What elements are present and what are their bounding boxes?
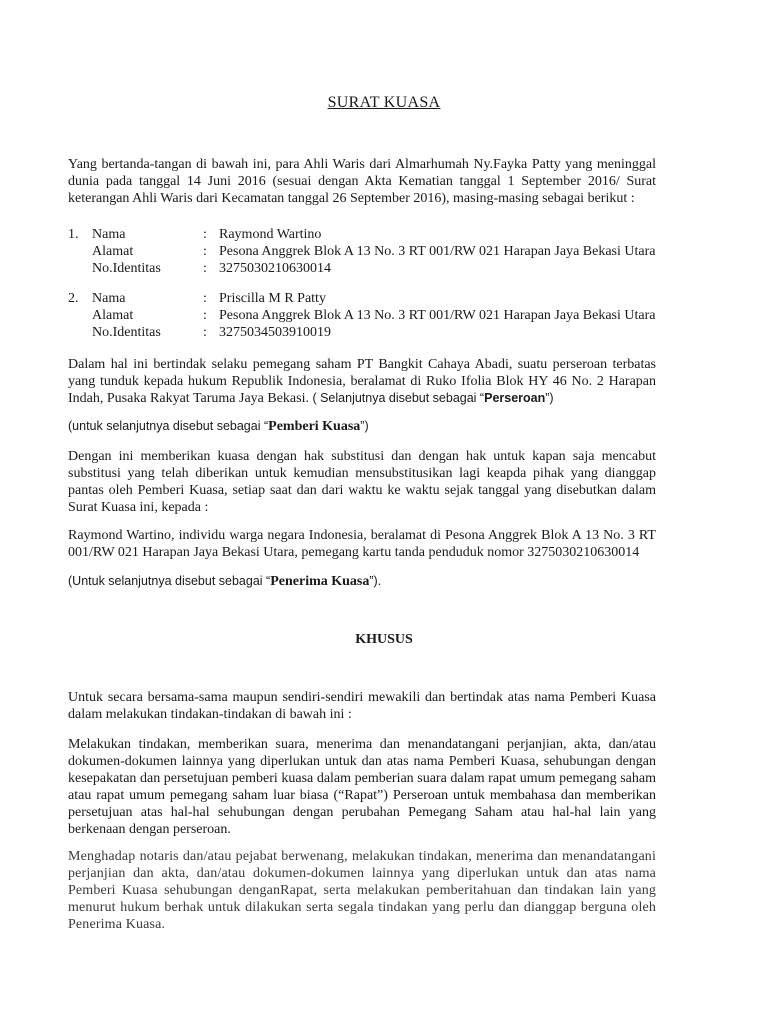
person-address-row xyxy=(68,243,668,260)
person-entry-1 xyxy=(68,226,668,277)
pemberi-kuasa-definition: (untuk selanjutnya disebut sebagai “Pemberi Kuasa”) xyxy=(68,419,369,434)
person-address: Pesona Anggrek Blok A 13 No. 3 RT 001/RW 021 Harapan Jaya Bekasi Utara xyxy=(219,308,656,323)
person-name: Raymond Wartino xyxy=(219,227,322,242)
person-name-row xyxy=(68,290,668,307)
perseroan-term: Perseroan xyxy=(484,391,546,405)
person-id-row xyxy=(68,260,668,277)
colon: : xyxy=(203,308,207,323)
id-label: No.Identitas xyxy=(92,325,161,340)
person-name-row xyxy=(68,226,668,243)
person-name: Priscilla M R Patty xyxy=(219,291,326,306)
person-number: 1. xyxy=(68,227,79,242)
colon: : xyxy=(203,291,207,306)
person-id: 3275034503910019 xyxy=(219,325,331,340)
id-label: No.Identitas xyxy=(92,261,161,276)
address-label: Alamat xyxy=(92,308,134,323)
colon: : xyxy=(203,261,207,276)
person-id: 3275030210630014 xyxy=(219,261,331,276)
capacity-paragraph xyxy=(68,356,656,407)
pemberi-kuasa-term: Pemberi Kuasa xyxy=(268,419,361,434)
person-address: Pesona Anggrek Blok A 13 No. 3 RT 001/RW 021 Harapan Jaya Bekasi Utara xyxy=(219,244,656,259)
penerima-kuasa-term: Penerima Kuasa xyxy=(270,574,370,589)
penerima-kuasa-definition: (Untuk selanjutnya disebut sebagai “Penerima Kuasa”). xyxy=(68,574,382,589)
intro-paragraph: Yang bertanda-tangan di bawah ini, para Ahli Waris dari Almarhumah Ny.Fayka Patty yang meninggal dunia pada tanggal 14 Juni 2016 (sesuai dengan Akta Kematian tanggal 1 September 2016/ Surat keterangan Ahli Waris dari Kecamatan tanggal 26 September 2016), masing-masing sebagai berikut : xyxy=(68,157,656,206)
clause-1-paragraph: Melakukan tindakan, memberikan suara, menerima dan menandatangani perjanjian, akta, dan/atau dokumen-dokumen lainnya yang diperlukan untuk dan atas nama Pemberi Kuasa, sehubungan dengan kesepakatan dan persetujuan pemberi kuasa dalam pemberian suara dalam rapat umum pemegang saham atau rapat umum pemegang saham luar biasa (“Rapat”) Perseroan untuk membahasa dan memberikan persetujuan atas hal-hal sehubungan dengan perubahan Pemegang Saham atau hal-hal lain yang berkenaan dengan perseroan. xyxy=(68,737,656,837)
person-entry-2 xyxy=(68,290,668,341)
person-address-row xyxy=(68,307,668,324)
name-label: Nama xyxy=(92,291,126,306)
capacity-text: Dalam hal ini bertindak selaku pemegang saham PT Bangkit Cahaya Abadi, suatu perseroan terbatas yang tunduk kepada hukum Republik Indonesia, beralamat di Ruko Ifolia Blok HY 46 No. 2 Harapan Indah, Pusaka Rakyat Taruma Jaya Bekasi. xyxy=(68,357,656,406)
person-id-row xyxy=(68,324,668,341)
substitution-paragraph: Dengan ini memberikan kuasa dengan hak substitusi dan dengan hak untuk kapan saja mencabut substitusi yang telah diberikan untuk kemudian mensubstitusikan lagi keapda pihak yang dianggap pantas oleh Pemberi Kuasa, setiap saat dan dari waktu ke waktu sejak tanggal yang disebutkan dalam Surat Kuasa ini, kepada : xyxy=(68,449,656,515)
name-label: Nama xyxy=(92,227,126,242)
recipient-paragraph: Raymond Wartino, individu warga negara Indonesia, beralamat di Pesona Anggrek Blok A 13 No. 3 RT 001/RW 021 Harapan Jaya Bekasi Utara, pemegang kartu tanda penduduk nomor 3275030210630014 xyxy=(68,528,656,560)
colon: : xyxy=(203,244,207,259)
colon: : xyxy=(203,227,207,242)
document-title xyxy=(0,94,768,111)
address-label: Alamat xyxy=(92,244,134,259)
capacity-note: ( Selanjutnya disebut sebagai “Perseroan”) xyxy=(308,391,554,405)
section-heading-khusus: KHUSUS xyxy=(355,632,413,647)
person-number: 2. xyxy=(68,291,79,306)
colon: : xyxy=(203,325,207,340)
title-text: SURAT KUASA xyxy=(327,94,441,111)
special-intro-paragraph: Untuk secara bersama-sama maupun sendiri-sendiri mewakili dan bertindak atas nama Pemberi Kuasa dalam melakukan tindakan-tindakan di bawah ini : xyxy=(68,690,656,722)
clause-2-paragraph: Menghadap notaris dan/atau pejabat berwenang, melakukan tindakan, menerima dan menandatangani perjanjian dan akta, dan/atau dokumen-dokumen lainnya yang diperlukan untuk dan atas nama Pemberi Kuasa sehubungan denganRapat, serta melakukan pemberitahuan dan tindakan lain yang menurut hukum berhak untuk dilakukan serta segala tindakan yang perlu dan dianggap berguna oleh Penerima Kuasa. xyxy=(68,849,656,932)
